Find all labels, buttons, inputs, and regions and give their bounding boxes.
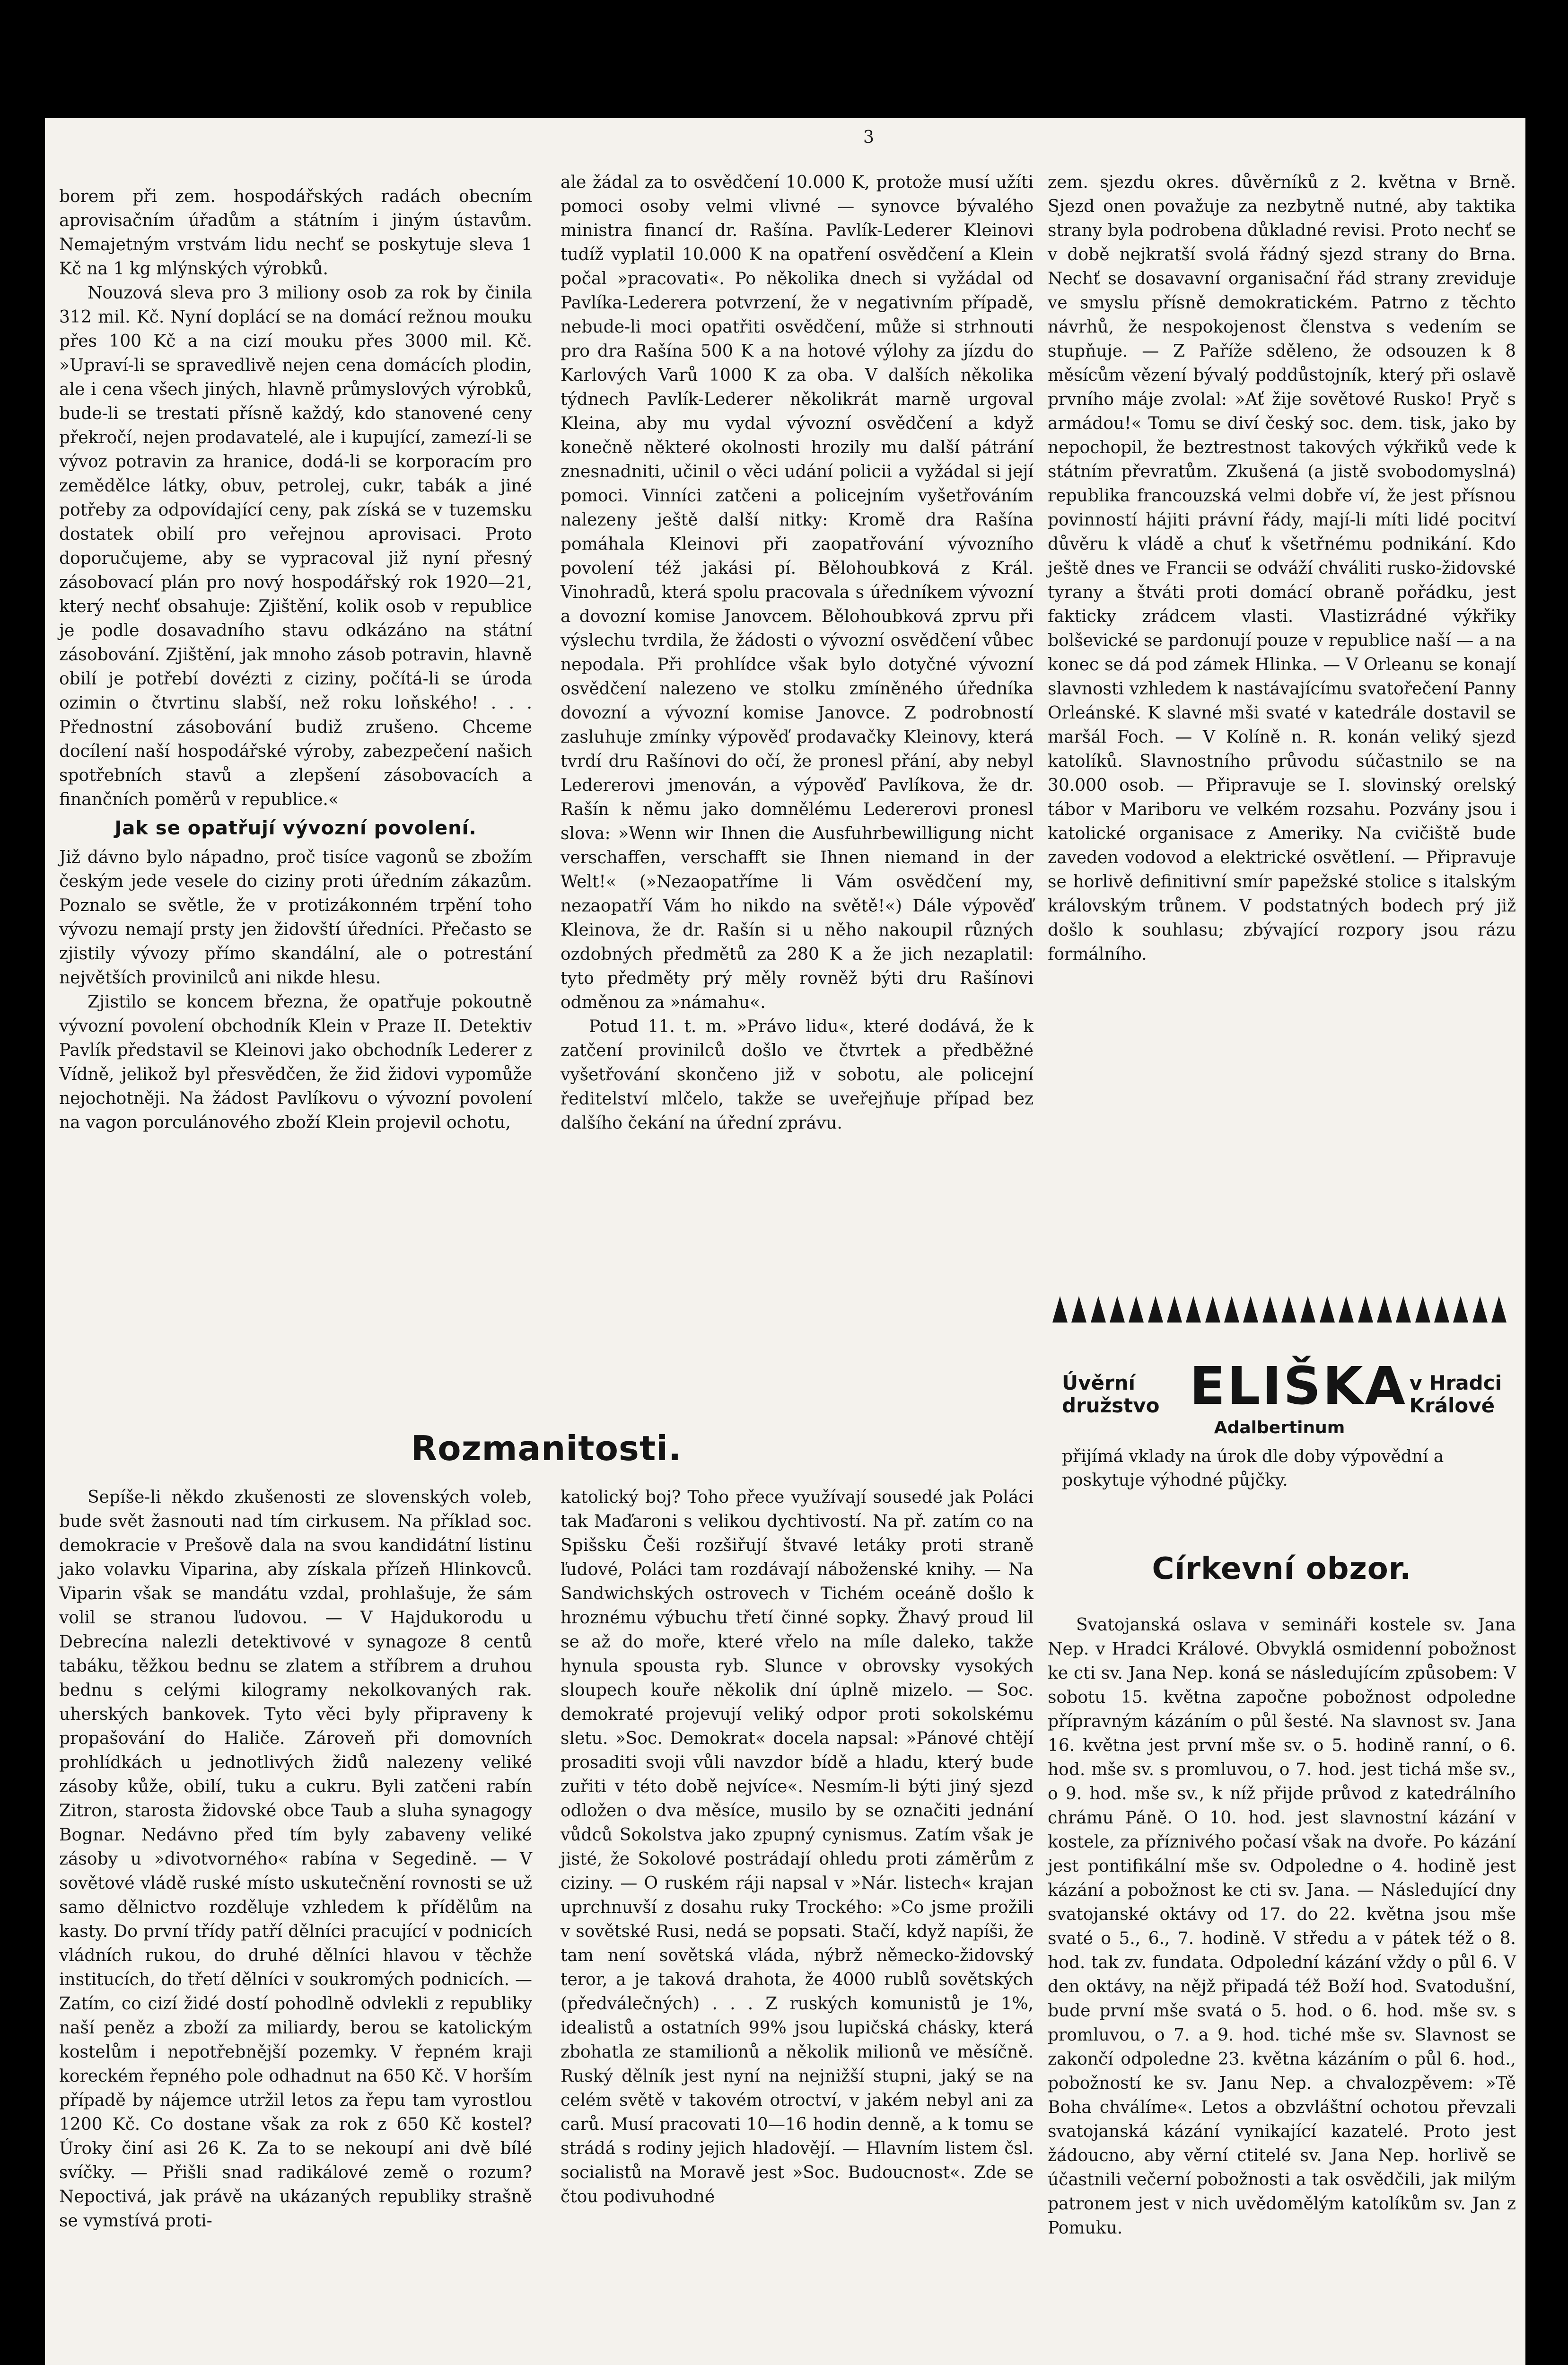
paragraph: Zjistilo se koncem března, že opatřuje pokoutně vývozní povolení obchodník Klein v Praze II. Detektiv Pavlík představil se Kleinovi jako obchodník Lederer z Vídně, jelikož byl přesvědčen, že žid židovi vypomůže nejochotněji. Na žádost Pavlíkovu o vývozní povolení na vagon porculánového zboží Klein projevil ochotu,: [59, 992, 532, 1132]
ad-description: přijímá vklady na úrok dle doby výpovědní a poskytuje výhodné půjčky.: [1062, 1447, 1444, 1490]
column-4: [59, 1485, 532, 2233]
advertisement-eliska: [1052, 1348, 1507, 1504]
column-3: [1048, 170, 1516, 966]
ad-street: Adalbertinum: [1214, 1418, 1345, 1437]
column-6: [1048, 1613, 1516, 2240]
paragraph: Sepíše-li někdo zkušenosti ze slovenských voleb, bude svět žasnouti nad tím cirkusem. Na příklad soc. demokracie v Prešově dala na svou kandidátní listinu jako volavku Viparina, aby získala přízeň Hlinkovců. Viparin však se mandátu vzdal, prohlašuje, že sám volil se stranou ľudovou. — V Hajdukorodu u Debrecína nalezli detektivové v synagoze 8 centů tabáku, těžkou bednu se zlatem a stříbrem a druhou bednu s celými kilogramy nekolkovaných rak. uherských bankovek. Tyto věci byly připraveny k propašování do Haliče. Zároveň při domovních prohlídkách u jednotlivých židů nalezeny veliké zásoby kůže, obilí, tuku a cukru. Byli zatčeni rabín Zitron, starosta židovské obce Taub a sluha synagogy Bognar. Nedávno před tím byly zabaveny veliké zásoby u »divotvorného« rabína v Segedině. — V sovětové vládě ruské místo uskutečnění rovnosti se už samo dělnictvo rozděluje vzhledem k přídělům na kasty. Do první třídy patří dělníci pracující v podnicích vládních rukou, do druhé dělníci hlavou v těchže institucích, do třetí dělníci v soukromých podnicích. — Zatím, co cizí židé dostí pohodlně odvlekli z republiky naší peněz a zboží za miliardy, berou se katolickým kostelům i nepotřebnější pozemky. V řepném kraji koreckém řepného pole odhadnut na 650 Kč. V horším případě by nájemce utržil letos za řepu tam vyrostlou 1200 Kč. Co dostane však za rok z 650 Kč kostel? Úroky činí asi 26 K. Za to se nekoupí ani dvě bílé svíčky. — Přišli snad radikálové země o rozum? Nepoctivá, jak právě na ukázaných republiky strašně se vymstívá proti-: [59, 1488, 532, 2231]
triangle-divider: [1052, 1296, 1507, 1329]
paragraph: ale žádal za to osvědčení 10.000 K, protože musí užíti pomoci osoby velmi vlivné — synovce bývalého ministra financí dr. Rašína. Pavlík-Lederer Kleinovi tudíž vyplatil 10.000 K na opatření osvědčení a Klein počal »pracovati«. Po několika dnech si vyžádal od Pavlíka-Lederera potvrzení, že v negativním případě, nebude-li moci opatřiti osvědčení, může si strhnouti pro dra Rašína 500 K a na hotové výlohy za jízdu do Karlových Varů 1000 K za oba. V dalších několika týdnech Pavlík-Lederer několikrát marně urgoval Kleina, aby mu vydal vývozní osvědčení a když konečně některé okolnosti hrozily mu další pátrání znesnadniti, učinil o věci udání policii a vyžádal si její pomoci. Vinníci zatčeni a policejním vyšetřováním nalezeny ještě další nitky: Kromě dra Rašína pomáhala Kleinovi při zaopatřování vývozního povolení též jakási pí. Bělohoubková z Král. Vinohradů, která spolu pracovala s úředníkem vývozní a dovozní komise Janovcem. Bělohoubková zprvu při výslechu tvrdila, že žádosti o vývozní osvědčení vůbec nepodala. Při prohlídce však bylo dotyčné vývozní osvědčení nalezeno ve stolku zmíněného úředníka dovozní a vývozní komise Janovce. Z podrobností zasluhuje zmínky výpověď prodavačky Kleinovy, která tvrdí dru Rašínovi do očí, že pronesl přání, aby nebyl Ledererovi jmenován, a výpověď Pavlíkova, že dr. Rašín k němu jako domnělému Ledererovi pronesl slova: »Wenn wir Ihnen die Ausfuhrbewilligung nicht verschaffen, verschafft sie Ihnen niemand in der Welt!« (»Nezaopatříme li Vám osvědčení my, nezaopatří Vám ho nikdo na světě!«) Dále výpověď Kleinova, že dr. Rašín si u něho nakoupil různých ozdobných předmětů za 280 K a že jich nezaplatil: tyto předměty prý měly rovněž býti dru Rašínovi odměnou za »námahu«.: [561, 173, 1034, 1012]
paragraph: borem při zem. hospodářských radách obecním aprovisačním úřadům a státním i jiným ústavům. Nemajetným vrstvám lidu nechť se poskytuje sleva 1 Kč na 1 kg mlýnských výrobků.: [59, 187, 532, 279]
ad-right-text: v Hradci Králové: [1409, 1371, 1502, 1417]
paragraph: Potud 11. t. m. »Právo lidu«, které dodává, že k zatčení provinilců došlo ve čtvrtek a předběžné vyšetřování skončeno již v sobotu, ale policejní ředitelství mlčelo, takže se uveřejňuje případ bez dalšího čekání na úřední zprávu.: [561, 1017, 1034, 1133]
column-5: [561, 1485, 1034, 2209]
newspaper-page: [45, 118, 1525, 2365]
paragraph: Již dávno bylo nápadno, proč tisíce vagonů se zbožím českým jede vesele do ciziny proti úředním zákazům. Poznalo se světle, že v protizákonném trpění toho vývozu nemají prsty jen židovští úředníci. Přečasto se zjistily vývozy přímo skandální, ale o potrestání největších provinilců ani nikde hlesu.: [59, 848, 532, 988]
paragraph: Svatojanská oslava v semináři kostele sv. Jana Nep. v Hradci Králové. Obvyklá osmidenní pobožnost ke cti sv. Jana Nep. koná se následujícím způsobem: V sobotu 15. května započne pobožnost odpoledne přípravným kázáním o půl šesté. Na slavnost sv. Jana 16. května jest první mše sv. o 5. hodině ranní, o 6. hod. mše sv. s promluvou, o 7. hod. jest tichá mše sv., o 9. hod. mše sv., k níž přijde průvod z katedrálního chrámu Páně. O 10. hod. jest slavnostní kázání v kostele, za příznivého počasí však na dvoře. Po kázání jest pontifikální mše sv. Odpoledne o 4. hodině jest kázání a pobožnost ke cti sv. Jana. — Následující dny svatojanské oktávy od 17. do 22. května jsou mše svaté o 5., 6., 7. hodině. V středu a v pátek též o 8. hod. tak zv. fundata. Odpolední kázání vždy o půl 6. V den oktávy, na nějž připadá též Boží hod. Svatodušní, bude první mše svatá o 5. hod. o 6. hod. mše sv. s promluvou, o 7. a 9. hod. tiché mše sv. Slavnost se zakončí odpoledne 23. května kázáním o půl 6. hod., pobožností ke sv. Janu Nep. a chvalozpěvem: »Tě Boha chválíme«. Letos a obzvláštní ochotou převzali svatojanská kázání vynikající kazatelé. Proto jest žádoucno, aby věrní ctitelé sv. Jana Nep. horlivě se účastnili večerní pobožnosti a tak osvědčili, jak milým patronem jest v nich uvědomělým katolíkům sv. Jan z Pomuku.: [1048, 1615, 1516, 2238]
section-heading-cirkevni-obzor: Církevní obzor.: [1152, 1551, 1412, 1586]
paragraph: Nouzová sleva pro 3 miliony osob za rok by činila 312 mil. Kč. Nyní doplácí se na domácí režnou mouku přes 100 Kč a na cizí mouku přes 3000 mil. Kč. »Upraví-li se spravedlivě nejen cena domácích plodin, ale i cena všech jiných, hlavně průmyslových výrobků, bude-li se trestati přísně každý, kdo stanovené ceny překročí, nejen prodavatelé, ale i kupující, zamezí-li se vývoz potravin za hranice, dodá-li se korporacím pro zemědělce látky, obuv, petrolej, cukr, tabák a jiné potřeby za odpovídající ceny, pak získá se v tuzemsku dostatek obilí pro veřejnou aprovisaci. Proto doporučujeme, aby se vypracoval již nyní přesný zásobovací plán pro nový hospodářský rok 1920—21, který nechť obsahuje: Zjištění, kolik osob v republice je podle dosavadního stavu odkázáno na státní zásobování. Zjištění, jak mnoho zásob potravin, hlavně obilí je potřebí dovézti z ciziny, počítá-li se úroda ozimin o čtvrtinu slabší, než roku loňského! . . . Přednostní zásobování budiž zrušeno. Chceme docílení naší hospodářské výroby, zabezpečení našich spotřebních stavů a zlepšení zásobovacích a finančních poměrů v republice.«: [59, 283, 532, 809]
column-2: [561, 170, 1034, 1135]
section-heading-rozmanitosti: Rozmanitosti.: [411, 1428, 682, 1468]
article-heading: Jak se opatřují vývozní povolení.: [114, 817, 477, 839]
page-number: 3: [863, 128, 874, 147]
ad-left-text: Úvěrní družstvo: [1062, 1371, 1160, 1417]
paragraph: zem. sjezdu okres. důvěrníků z 2. května v Brně. Sjezd onen považuje za nezbytně nutné, aby taktika strany byla podrobena důkladné revisi. Proto nechť se v době nejkratší svolá řádný sjezd strany do Brna. Nechť se dosavavní organisační řád strany zreviduje ve smyslu přísně demokratickém. Patrno z těchto návrhů, že nespokojenost členstva s vedením se stupňuje. — Z Paříže sděleno, že odsouzen k 8 měsícům vězení bývalý poddůstojník, který při oslavě prvního máje zvolal: »Ať žije sovětové Rusko! Pryč s armádou!« Tomu se diví český soc. dem. tisk, jako by nepochopil, že beztrestnost takových výkřiků vede k státním převratům. Zkušená (a jistě svobodomyslná) republika francouzská velmi dobře ví, že jest přísnou povinností hájiti právní řády, mají-li míti lidé pocitví důvěru k vládě a chuť k všetřnému podnikání. Kdo ještě dnes ve Francii se odváží chváliti rusko-židovské tyrany a štváti proti domácí obraně pořádku, jest fakticky zrádcem vlasti. Vlastizrádné výkřiky bolševické se pardonují pouze v republice naší — a na konec se dá pod zámek Hlinka. — V Orleanu se konají slavnosti vzhledem k nastávajícímu svatořečení Panny Orleánské. K slavné mši svaté v katedrále dostavil se maršál Foch. — V Kolíně n. R. konán veliký sjezd katolíků. Slavnostního průvodu súčastnilo se na 30.000 osob. — Připravuje se I. slovinský orelský tábor v Mariboru ve velkém rozsahu. Pozvány jsou i katolické organisace z Ameriky. Na cvičiště bude zaveden vodovod a elektrické osvětlení. — Připravuje se horlivě definitivní smír papežské stolice s italským královským trůnem. V podstatných bodech prý již došlo k souhlasu; zbývající rozpory jsou rázu formálního.: [1048, 173, 1516, 964]
ad-name: ELIŠKA: [1190, 1356, 1407, 1416]
paragraph: katolický boj? Toho přece využívají sousedé jak Poláci tak Maďaroni s velikou dychtivostí. Na př. zatím co na Spišsku Češi rozšiřují štvavé letáky proti straně ľudové, Poláci tam rozdávají náboženské knihy. — Na Sandwichských ostrovech v Tichém oceáně došlo k hroznému výbuchu třetí činné sopky. Žhavý proud lil se až do moře, které vřelo na míle daleko, takže hynula spousta ryb. Slunce v obrovsky vysokých sloupech kouře několik dní úplně mizelo. — Soc. demokraté projevují veliký odpor proti sokolskému sletu. »Soc. Demokrat« docela napsal: »Pánové chtějí prosaditi svoji vůli navzdor bídě a hladu, který bude zuřiti v této době nejvíce«. Nesmím-li býti jiný sjezd odložen o dva měsíce, musilo by se označiti jednání vůdců Sokolstva jako zpupný cynismus. Zatím však je jisté, že Sokolové postrádají ohledu proti záměrům z ciziny. — O ruském ráji napsal v »Nár. listech« krajan uprchnuvší z dosahu ruky Trockého: »Co jsme prožili v sovětské Rusi, nedá se popsati. Stačí, když napíši, že tam není sovětská vláda, nýbrž německo-židovský teror, a je taková drahota, že 4000 rublů sovětských (předválečných) . . . Z ruských komunistů je 1%, idealistů a ostatních 99% jsou lupičská chásky, která zbohatla ze stamilionů a několik milionů ve měsíčně. Ruský dělník jest nyní na nejnižší stupni, jaký se na celém světě v takovém otroctví, v jakém nebyl ani za carů. Musí pracovati 10—16 hodin denně, a k tomu se strádá s rodiny jejich hladovějí. — Hlavním listem čsl. socialistů na Moravě jest »Soc. Budoucnost«. Zde se čtou podivuhodné: [561, 1488, 1034, 2207]
column-1: [59, 184, 532, 1135]
